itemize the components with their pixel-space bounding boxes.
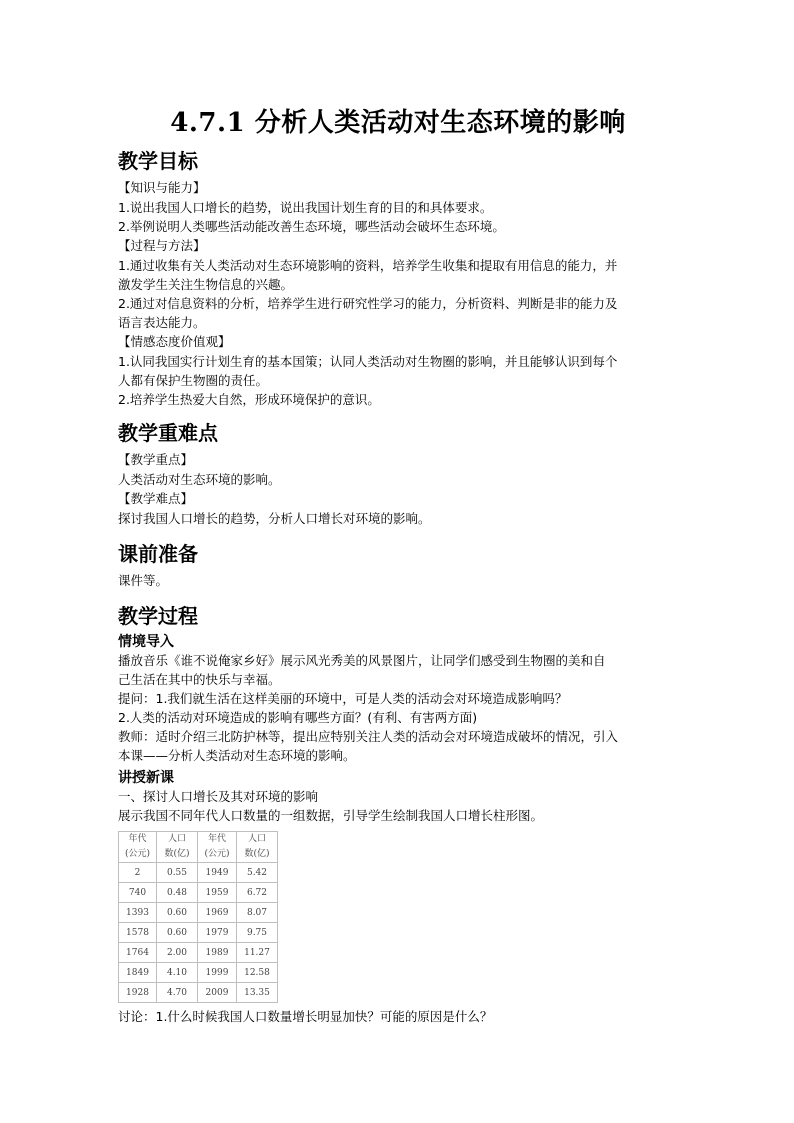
table-cell: 740 bbox=[119, 883, 157, 903]
table-row bbox=[119, 983, 278, 1003]
paragraph: 语言表达能力。 bbox=[118, 315, 206, 330]
section-heading-process: 教学过程 bbox=[118, 604, 198, 628]
section-heading-key-points: 教学重难点 bbox=[118, 421, 218, 445]
paragraph: 提问：1.我们就生活在这样美丽的环境中，可是人类的活动会对环境造成影响吗？ bbox=[118, 691, 568, 706]
paragraph: 本课——分析人类活动对生态环境的影响。 bbox=[118, 748, 356, 763]
table-cell: 1578 bbox=[119, 923, 157, 943]
subheading-new-lesson: 讲授新课 bbox=[118, 770, 174, 786]
table-cell: 9.75 bbox=[237, 923, 278, 943]
table-row bbox=[119, 963, 278, 983]
subheading-process: 【过程与方法】 bbox=[118, 238, 206, 253]
table-cell: 2 bbox=[119, 863, 157, 883]
table-cell: 4.70 bbox=[157, 983, 198, 1003]
population-table bbox=[118, 831, 278, 1003]
table-cell: 1979 bbox=[198, 923, 237, 943]
table-cell: 1928 bbox=[119, 983, 157, 1003]
table-cell: 1764 bbox=[119, 943, 157, 963]
table-header: 年代 (公元) bbox=[198, 832, 237, 863]
table-cell: 1849 bbox=[119, 963, 157, 983]
paragraph: 教师：适时介绍三北防护林等，提出应特别关注人类的活动会对环境造成破坏的情况，引入 bbox=[118, 729, 619, 744]
table-cell: 5.42 bbox=[237, 863, 278, 883]
paragraph: 激发学生关注生物信息的兴趣。 bbox=[118, 277, 294, 292]
table-cell: 1949 bbox=[198, 863, 237, 883]
table-cell: 1393 bbox=[119, 903, 157, 923]
table-cell: 0.48 bbox=[157, 883, 198, 903]
paragraph: 人类活动对生态环境的影响。 bbox=[118, 472, 281, 487]
table-cell: 4.10 bbox=[157, 963, 198, 983]
paragraph: 课件等。 bbox=[118, 573, 169, 588]
table-header: 人口 数(亿) bbox=[157, 832, 198, 863]
section-heading-preparation: 课前准备 bbox=[118, 542, 198, 566]
table-cell: 1959 bbox=[198, 883, 237, 903]
table-cell: 11.27 bbox=[237, 943, 278, 963]
subheading-focus: 【教学重点】 bbox=[118, 452, 194, 467]
table-cell: 12.58 bbox=[237, 963, 278, 983]
paragraph: 1.认同我国实行计划生育的基本国策；认同人类活动对生物圈的影响，并且能够认识到每个 bbox=[118, 354, 618, 369]
table-cell: 0.60 bbox=[157, 903, 198, 923]
table-header: 人口 数(亿) bbox=[237, 832, 278, 863]
table-cell: 8.07 bbox=[237, 903, 278, 923]
paragraph: 2.人类的活动对环境造成的影响有哪些方面？(有利、有害两方面) bbox=[118, 710, 478, 725]
paragraph: 2.举例说明人类哪些活动能改善生态环境，哪些活动会破坏生态环境。 bbox=[118, 219, 505, 234]
subheading-values: 【情感态度价值观】 bbox=[118, 334, 231, 349]
table-cell: 0.55 bbox=[157, 863, 198, 883]
paragraph: 人都有保护生物圈的责任。 bbox=[118, 373, 269, 388]
table-cell: 2.00 bbox=[157, 943, 198, 963]
table-header: 年代 (公元) bbox=[119, 832, 157, 863]
paragraph: 展示我国不同年代人口数量的一组数据，引导学生绘制我国人口增长柱形图。 bbox=[118, 808, 544, 823]
document-page bbox=[118, 96, 678, 1026]
table-cell: 13.35 bbox=[237, 983, 278, 1003]
subheading-knowledge: 【知识与能力】 bbox=[118, 180, 206, 195]
table-cell: 2009 bbox=[198, 983, 237, 1003]
table-cell: 1989 bbox=[198, 943, 237, 963]
paragraph: 探讨我国人口增长的趋势，分析人口增长对环境的影响。 bbox=[118, 511, 431, 526]
table-row bbox=[119, 903, 278, 923]
paragraph: 播放音乐《谁不说俺家乡好》展示风光秀美的风景图片，让同学们感受到生物圈的美和自 bbox=[118, 653, 606, 668]
table-cell: 1969 bbox=[198, 903, 237, 923]
paragraph: 1.说出我国人口增长的趋势，说出我国计划生育的目的和具体要求。 bbox=[118, 200, 493, 215]
document-title: 4.7.1 分析人类活动对生态环境的影响 bbox=[170, 108, 626, 138]
paragraph: 讨论：1.什么时候我国人口数量增长明显加快？可能的原因是什么？ bbox=[118, 1009, 493, 1024]
table-cell: 1999 bbox=[198, 963, 237, 983]
paragraph: 2.培养学生热爱大自然，形成环境保护的意识。 bbox=[118, 392, 380, 407]
table-row bbox=[119, 923, 278, 943]
paragraph: 己生活在其中的快乐与幸福。 bbox=[118, 672, 281, 687]
subheading-intro: 情境导入 bbox=[118, 634, 174, 650]
table-cell: 6.72 bbox=[237, 883, 278, 903]
paragraph: 一、探讨人口增长及其对环境的影响 bbox=[118, 789, 319, 804]
table-row bbox=[119, 943, 278, 963]
section-heading-objectives: 教学目标 bbox=[118, 149, 198, 173]
paragraph: 1.通过收集有关人类活动对生态环境影响的资料，培养学生收集和提取有用信息的能力，并 bbox=[118, 258, 618, 273]
paragraph: 2.通过对信息资料的分析，培养学生进行研究性学习的能力，分析资料、判断是非的能力及 bbox=[118, 296, 618, 311]
subheading-difficulty: 【教学难点】 bbox=[118, 491, 194, 506]
table-row bbox=[119, 863, 278, 883]
table-cell: 0.60 bbox=[157, 923, 198, 943]
table-header-row bbox=[119, 832, 278, 863]
table-row bbox=[119, 883, 278, 903]
